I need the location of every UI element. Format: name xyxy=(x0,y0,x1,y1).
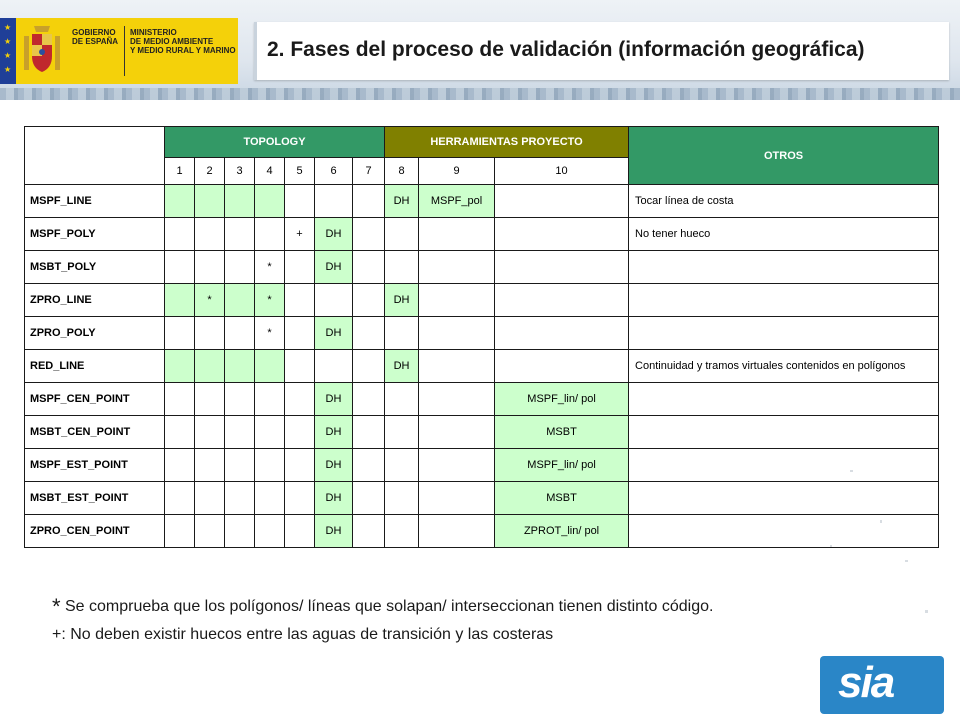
table-row xyxy=(25,218,939,251)
table-cell xyxy=(419,515,495,548)
otros-cell xyxy=(629,383,939,416)
table-cell xyxy=(385,218,419,251)
table-cell xyxy=(353,383,385,416)
column-number-5: 5 xyxy=(285,158,315,185)
table-cell xyxy=(255,515,285,548)
table-cell xyxy=(353,218,385,251)
table-cell: MSPF_lin/ pol xyxy=(495,383,629,416)
gov-line-1: GOBIERNO xyxy=(72,28,116,37)
table-cell xyxy=(285,482,315,515)
coat-of-arms-icon xyxy=(22,24,62,78)
footnotes xyxy=(52,596,772,646)
decor-speck xyxy=(830,545,832,547)
table-cell: DH xyxy=(315,416,353,449)
otros-cell: Tocar línea de costa xyxy=(629,185,939,218)
table-cell xyxy=(285,350,315,383)
table-cell xyxy=(495,185,629,218)
row-name: ZPRO_LINE xyxy=(25,284,165,317)
table-cell xyxy=(353,482,385,515)
table-cell: DH xyxy=(315,218,353,251)
title-box xyxy=(254,22,949,80)
table-cell xyxy=(165,383,195,416)
row-name: MSPF_LINE xyxy=(25,185,165,218)
table-cell xyxy=(165,284,195,317)
row-name: MSBT_POLY xyxy=(25,251,165,284)
table-row xyxy=(25,383,939,416)
header-banner xyxy=(0,0,960,100)
otros-cell xyxy=(629,482,939,515)
footnote-star xyxy=(52,596,772,618)
table-cell: DH xyxy=(315,317,353,350)
table-cell xyxy=(495,284,629,317)
table-cell xyxy=(353,449,385,482)
table-cell: ZPROT_lin/ pol xyxy=(495,515,629,548)
header-decor-strip xyxy=(0,88,960,100)
table-cell: DH xyxy=(315,383,353,416)
otros-cell xyxy=(629,515,939,548)
table-cell: + xyxy=(285,218,315,251)
table-cell xyxy=(385,317,419,350)
table-cell xyxy=(285,284,315,317)
table-cell xyxy=(315,350,353,383)
table-cell xyxy=(255,449,285,482)
table-cell xyxy=(225,416,255,449)
table-row xyxy=(25,317,939,350)
table-cell: MSPF_pol xyxy=(419,185,495,218)
column-number-10: 10 xyxy=(495,158,629,185)
footnote-plus: +: No deben existir huecos entre las aguas de transición y las costeras xyxy=(52,626,554,643)
otros-cell xyxy=(629,449,939,482)
table-row xyxy=(25,251,939,284)
footnote-star-text: Se comprueba que los polígonos/ líneas que solapan/ interseccionan tienen distinto código. xyxy=(60,598,714,615)
row-name: MSPF_EST_POINT xyxy=(25,449,165,482)
table-cell xyxy=(195,218,225,251)
table-cell xyxy=(225,251,255,284)
table-cell xyxy=(195,482,225,515)
ministry-line-3: Y MEDIO RURAL Y MARINO xyxy=(130,46,236,55)
table-cell xyxy=(225,317,255,350)
table-cell: MSPF_lin/ pol xyxy=(495,449,629,482)
table-cell xyxy=(419,416,495,449)
ministry-line-1: MINISTERIO xyxy=(130,28,177,37)
sia-logo-text: sia xyxy=(838,658,894,707)
government-name xyxy=(72,28,124,46)
decor-speck xyxy=(850,470,853,472)
table-cell xyxy=(255,218,285,251)
table-cell: DH xyxy=(385,185,419,218)
table-row xyxy=(25,449,939,482)
table-row xyxy=(25,185,939,218)
table-cell xyxy=(315,185,353,218)
column-number-8: 8 xyxy=(385,158,419,185)
table-cell: DH xyxy=(315,482,353,515)
table-cell xyxy=(165,350,195,383)
row-name: MSBT_CEN_POINT xyxy=(25,416,165,449)
table-row xyxy=(25,515,939,548)
table-cell xyxy=(353,416,385,449)
table-cell xyxy=(353,350,385,383)
table-cell xyxy=(225,185,255,218)
table-cell xyxy=(195,251,225,284)
otros-cell xyxy=(629,416,939,449)
column-number-3: 3 xyxy=(225,158,255,185)
table-cell xyxy=(195,383,225,416)
table-cell xyxy=(165,218,195,251)
sia-logo xyxy=(820,656,944,714)
table-cell xyxy=(419,482,495,515)
table-cell xyxy=(165,317,195,350)
otros-cell xyxy=(629,317,939,350)
table-cell: * xyxy=(195,284,225,317)
column-number-7: 7 xyxy=(353,158,385,185)
table-cell xyxy=(225,383,255,416)
table-cell xyxy=(353,515,385,548)
table-cell xyxy=(385,416,419,449)
table-cell: * xyxy=(255,284,285,317)
table-cell xyxy=(165,185,195,218)
table-cell xyxy=(165,416,195,449)
logo-divider xyxy=(124,26,125,76)
table-cell xyxy=(255,185,285,218)
table-cell xyxy=(285,185,315,218)
table-cell xyxy=(195,515,225,548)
table-cell xyxy=(255,416,285,449)
table-cell xyxy=(225,284,255,317)
table-cell xyxy=(285,515,315,548)
table-row xyxy=(25,350,939,383)
otros-cell: No tener hueco xyxy=(629,218,939,251)
table-cell: MSBT xyxy=(495,482,629,515)
column-number-6: 6 xyxy=(315,158,353,185)
corner-cell xyxy=(25,127,165,185)
column-number-9: 9 xyxy=(419,158,495,185)
table-cell xyxy=(385,383,419,416)
table-cell xyxy=(419,284,495,317)
table-cell xyxy=(165,449,195,482)
table-cell xyxy=(495,317,629,350)
table-row xyxy=(25,482,939,515)
herramientas-header: HERRAMIENTAS PROYECTO xyxy=(385,127,629,158)
ministry-name xyxy=(130,28,236,55)
table-cell xyxy=(353,251,385,284)
table-cell xyxy=(385,251,419,284)
table-cell xyxy=(225,482,255,515)
table-cell xyxy=(315,284,353,317)
table-cell xyxy=(419,449,495,482)
row-name: ZPRO_POLY xyxy=(25,317,165,350)
table-row xyxy=(25,284,939,317)
table-cell xyxy=(419,383,495,416)
table-cell xyxy=(165,515,195,548)
table-cell: DH xyxy=(315,515,353,548)
table-cell xyxy=(195,449,225,482)
table-cell xyxy=(255,482,285,515)
table-row xyxy=(25,416,939,449)
table-cell xyxy=(195,317,225,350)
column-number-2: 2 xyxy=(195,158,225,185)
table-cell xyxy=(225,218,255,251)
decor-speck xyxy=(925,610,928,613)
table-cell xyxy=(385,482,419,515)
table-cell xyxy=(419,218,495,251)
table-cell xyxy=(285,449,315,482)
column-number-4: 4 xyxy=(255,158,285,185)
table-cell xyxy=(353,284,385,317)
table-cell xyxy=(285,251,315,284)
government-logo xyxy=(0,18,238,84)
row-name: MSPF_CEN_POINT xyxy=(25,383,165,416)
table-cell xyxy=(419,317,495,350)
table-cell xyxy=(195,350,225,383)
otros-cell xyxy=(629,251,939,284)
table-cell xyxy=(495,350,629,383)
table-cell xyxy=(255,383,285,416)
table-cell: * xyxy=(255,317,285,350)
table-cell xyxy=(419,350,495,383)
table-cell: DH xyxy=(315,449,353,482)
row-name: RED_LINE xyxy=(25,350,165,383)
topology-header: TOPOLOGY xyxy=(165,127,385,158)
table-cell: DH xyxy=(385,350,419,383)
decor-speck xyxy=(880,520,882,523)
ministry-line-2: DE MEDIO AMBIENTE xyxy=(130,37,214,46)
table-cell xyxy=(195,185,225,218)
table-cell xyxy=(285,383,315,416)
validation-table xyxy=(24,126,939,548)
row-name: ZPRO_CEN_POINT xyxy=(25,515,165,548)
table-cell: MSBT xyxy=(495,416,629,449)
otros-header: OTROS xyxy=(629,127,939,185)
table-cell xyxy=(225,350,255,383)
table-cell xyxy=(285,416,315,449)
eu-flag-icon: ★ ★ ★ ★ xyxy=(0,18,16,84)
table-cell xyxy=(165,251,195,284)
star-marker: * xyxy=(52,594,61,619)
table-cell: DH xyxy=(315,251,353,284)
table-cell xyxy=(495,218,629,251)
table-cell xyxy=(165,482,195,515)
table-cell xyxy=(353,317,385,350)
table-cell xyxy=(285,317,315,350)
row-name: MSPF_POLY xyxy=(25,218,165,251)
row-name: MSBT_EST_POINT xyxy=(25,482,165,515)
page-title: 2. Fases del proceso de validación (información geográfica) xyxy=(267,38,865,61)
column-number-1: 1 xyxy=(165,158,195,185)
table-cell xyxy=(385,449,419,482)
table-cell: DH xyxy=(385,284,419,317)
table-cell xyxy=(225,515,255,548)
table-cell xyxy=(225,449,255,482)
table-cell xyxy=(255,350,285,383)
otros-cell xyxy=(629,284,939,317)
table-cell xyxy=(385,515,419,548)
table-cell xyxy=(353,185,385,218)
decor-speck xyxy=(905,560,908,562)
table-cell xyxy=(195,416,225,449)
gov-line-2: DE ESPAÑA xyxy=(72,37,119,46)
table-cell xyxy=(495,251,629,284)
table-cell: * xyxy=(255,251,285,284)
otros-cell: Continuidad y tramos virtuales contenidos en polígonos xyxy=(629,350,939,383)
table-cell xyxy=(419,251,495,284)
